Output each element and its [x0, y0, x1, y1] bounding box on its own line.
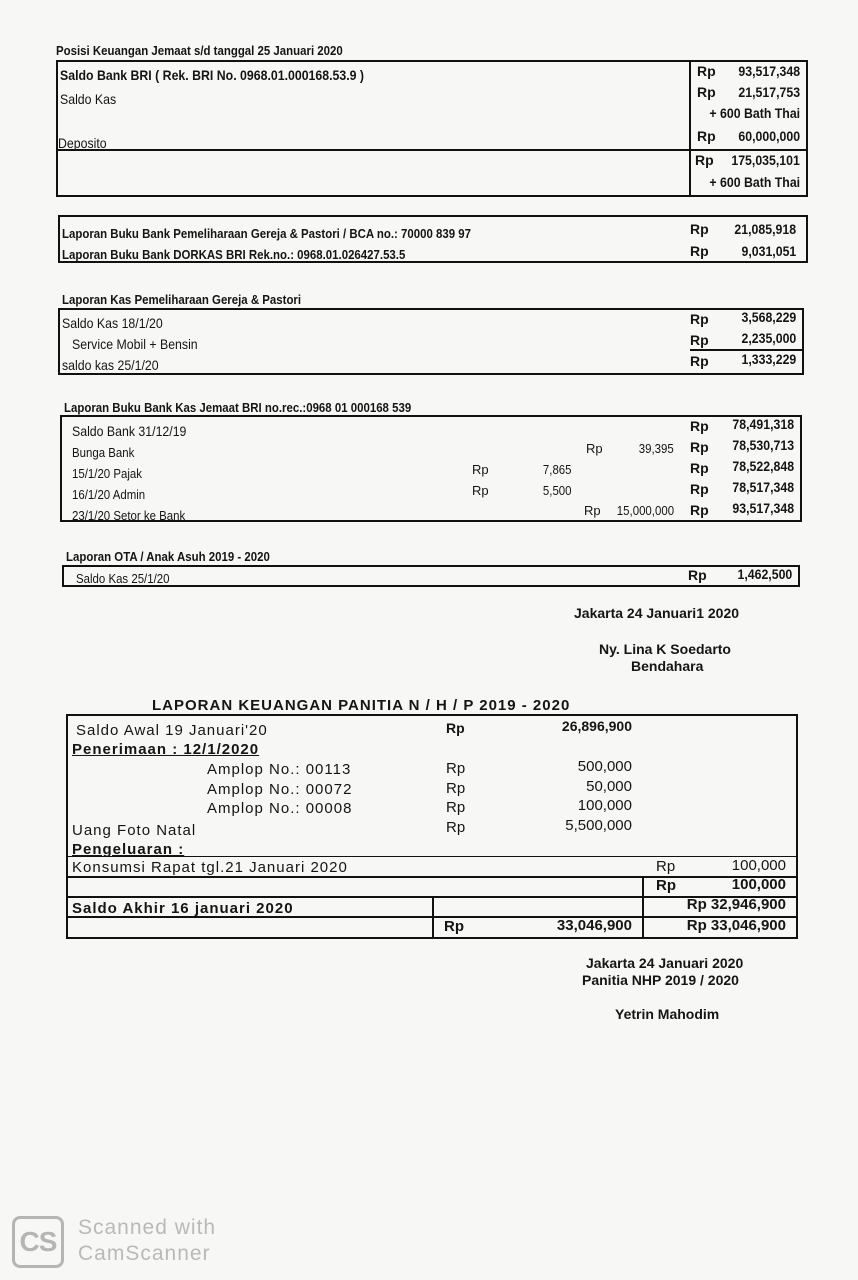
rp-label: Rp [690, 221, 709, 237]
saldo-awal-label: Saldo Awal 19 Januari'20 [76, 722, 268, 739]
rp-label: Rp [444, 918, 464, 935]
rp-label: Rp [446, 720, 465, 736]
row-line [66, 856, 798, 857]
rp-label: Rp [446, 819, 466, 836]
camscanner-logo-icon: CS [12, 1216, 64, 1268]
amount: 50,000 [586, 778, 632, 795]
jemaat-row-label: 15/1/20 Pajak [72, 466, 142, 481]
rp-label: Rp [690, 439, 709, 455]
rp-label: Rp [656, 877, 676, 894]
amount: 60,000,000 [738, 128, 800, 144]
rp-label: Rp [690, 243, 709, 259]
buku-bank-row-label: Laporan Buku Bank Pemeliharaan Gereja & Pastori / BCA no.: 70000 839 97 [62, 226, 472, 241]
total-amount: 33,046,900 [556, 917, 632, 934]
rp-label: Rp [446, 799, 466, 816]
rp-label: Rp [688, 567, 707, 583]
rp-label: Rp [586, 441, 603, 456]
jemaat-row-label: 23/1/20 Setor ke Bank [72, 508, 186, 523]
sign1-place-date: Jakarta 24 Januari1 2020 [574, 605, 740, 621]
rp-label: Rp [690, 353, 709, 369]
total-note: + 600 Bath Thai [709, 174, 800, 190]
amount: 9,031,051 [741, 243, 796, 259]
rp-label: Rp [697, 63, 716, 79]
foto-label: Uang Foto Natal [72, 822, 197, 839]
rp-label: Rp [690, 481, 709, 497]
amount: 93,517,348 [732, 500, 794, 516]
ota-row-label: Saldo Kas 25/1/20 [76, 571, 170, 586]
rp-label: Rp [446, 760, 466, 777]
amount: 21,517,753 [738, 84, 800, 100]
buku-bank-row-label: Laporan Buku Bank DORKAS BRI Rek.no.: 0968.01.026427.53.5 [62, 247, 406, 262]
rp-label: Rp [690, 502, 709, 518]
penerimaan-label: Penerimaan : 12/1/2020 [72, 741, 260, 758]
amount: 1,462,500 [737, 566, 792, 582]
amount: 78,517,348 [732, 479, 794, 495]
row-line [66, 876, 798, 878]
total-amount: 175,035,101 [731, 152, 800, 168]
amount: 78,530,713 [732, 437, 794, 453]
amount: 5,500 [543, 483, 572, 498]
kas-row-label: saldo kas 25/1/20 [62, 357, 159, 373]
rp-label: Rp [690, 418, 709, 434]
rp-label: Rp [446, 780, 466, 797]
posisi-title: Posisi Keuangan Jemaat s/d tanggal 25 Januari 2020 [56, 43, 343, 58]
rp-label: Rp [472, 483, 489, 498]
rp-label: Rp [472, 462, 489, 477]
sign2-name: Yetrin Mahodim [615, 1006, 720, 1022]
sign1-role: Bendahara [631, 658, 704, 674]
posisi-divider [689, 60, 691, 196]
rp-label: Rp [697, 128, 716, 144]
rp-label: Rp [584, 503, 601, 518]
posisi-row-label: Saldo Bank BRI ( Rek. BRI No. 0968.01.000168.53.9 ) [60, 67, 365, 83]
rp-label: Rp [690, 332, 709, 348]
sign1-name: Ny. Lina K Soedarto [599, 641, 731, 657]
rp-label: Rp [690, 460, 709, 476]
rp-label: Rp [690, 311, 709, 327]
jemaat-row-label: Saldo Bank 31/12/19 [72, 423, 187, 439]
rp-label: Rp [697, 84, 716, 100]
amount: 93,517,348 [738, 63, 800, 79]
panitia-title: LAPORAN KEUANGAN PANITIA N / H / P 2019 - 2020 [152, 697, 571, 714]
amount: 1,333,229 [741, 351, 796, 367]
watermark-line2: CamScanner [78, 1242, 211, 1265]
total-amount-right: Rp 33,046,900 [686, 917, 786, 934]
jemaat-row-label: Bunga Bank [72, 445, 135, 460]
sign2-org: Panitia NHP 2019 / 2020 [582, 972, 739, 988]
amount-note: + 600 Bath Thai [709, 105, 800, 121]
kas-row-label: Service Mobil + Bensin [72, 336, 198, 352]
amount: 500,000 [577, 758, 632, 775]
saldo-akhir-amount: Rp 32,946,900 [686, 896, 786, 913]
amount: 100,000 [731, 857, 786, 874]
kas-row-label: Saldo Kas 18/1/20 [62, 315, 163, 331]
posisi-row-label: Deposito [58, 135, 107, 151]
amount: 15,000,000 [616, 503, 674, 518]
posisi-row-label: Saldo Kas [60, 91, 117, 107]
konsumsi-label: Konsumsi Rapat tgl.21 Januari 2020 [72, 859, 348, 876]
amount: 2,235,000 [741, 330, 796, 346]
amount: 5,500,000 [565, 817, 632, 834]
amount: 39,395 [639, 441, 674, 456]
amplop-label: Amplop No.: 00072 [207, 781, 353, 798]
amount: 100,000 [577, 797, 632, 814]
amount: 78,522,848 [732, 458, 794, 474]
saldo-akhir-label: Saldo Akhir 16 januari 2020 [72, 900, 294, 917]
rp-label: Rp [695, 152, 714, 168]
jemaat-row-label: 16/1/20 Admin [72, 487, 146, 502]
amount: 21,085,918 [734, 221, 796, 237]
amount: 3,568,229 [741, 309, 796, 325]
amount: 78,491,318 [732, 416, 794, 432]
col-line [642, 876, 644, 938]
watermark-line1: Scanned with [78, 1216, 217, 1239]
kas-jemaat-title: Laporan Buku Bank Kas Jemaat BRI no.rec.:0968 01 000168 539 [64, 400, 412, 415]
ota-title: Laporan OTA / Anak Asuh 2019 - 2020 [66, 549, 270, 564]
amplop-label: Amplop No.: 00113 [207, 761, 352, 778]
sign2-place-date: Jakarta 24 Januari 2020 [586, 955, 744, 971]
amplop-label: Amplop No.: 00008 [207, 800, 353, 817]
posisi-total-line [56, 149, 808, 151]
amount: 100,000 [731, 876, 786, 893]
amount: 26,896,900 [561, 718, 632, 734]
rp-label: Rp [656, 858, 676, 875]
amount: 7,865 [543, 462, 572, 477]
pengeluaran-label: Pengeluaran : [72, 841, 185, 858]
kas-pemeliharaan-title: Laporan Kas Pemeliharaan Gereja & Pastori [62, 292, 302, 307]
